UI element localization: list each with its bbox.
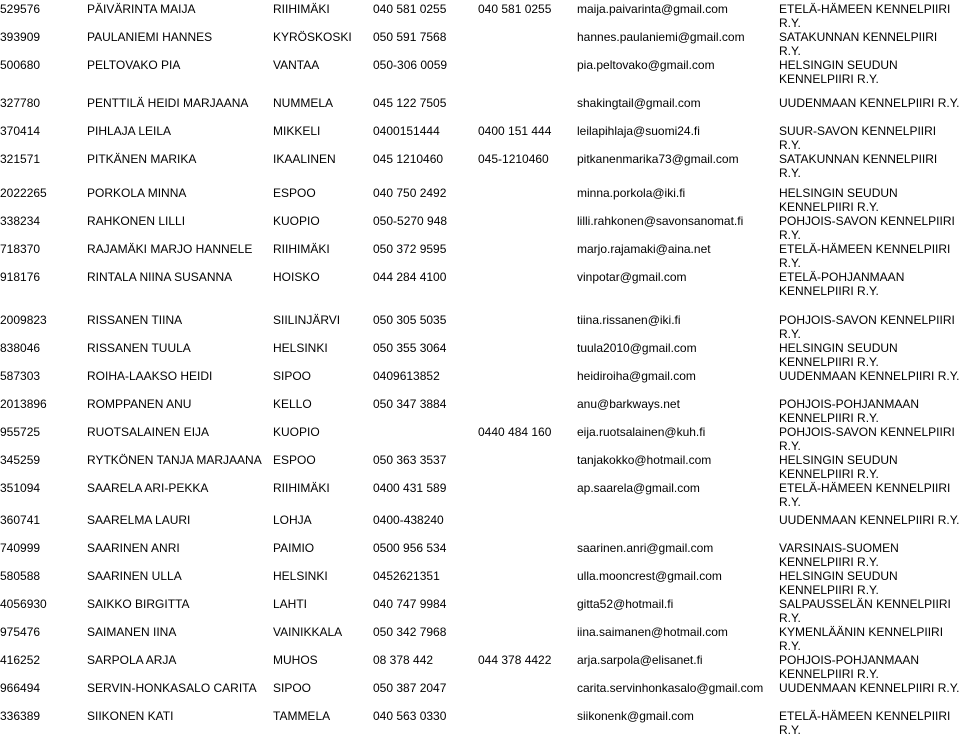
member-email: tiina.rissanen@iki.fi <box>577 313 681 327</box>
member-id: 529576 <box>0 2 41 16</box>
member-email: pia.peltovako@gmail.com <box>577 58 715 72</box>
member-city: RIIHIMÄKI <box>273 481 330 495</box>
member-id: 2013896 <box>0 397 47 411</box>
member-kennel-district: POHJOIS-POHJANMAAN KENNELPIIRI R.Y. <box>779 653 920 681</box>
member-name: SAARINEN ULLA <box>87 569 182 583</box>
member-kennel-district: POHJOIS-SAVON KENNELPIIRI R.Y. <box>779 214 955 242</box>
member-city: KELLO <box>273 397 312 411</box>
member-email: eija.ruotsalainen@kuh.fi <box>577 425 706 439</box>
member-phone: 040 563 0330 <box>373 709 447 723</box>
member-phone: 0500 956 534 <box>373 541 447 555</box>
member-name: PIHLAJA LEILA <box>87 124 172 138</box>
member-name: SAIKKO BIRGITTA <box>87 597 190 611</box>
member-name: RYTKÖNEN TANJA MARJAANA <box>87 453 262 467</box>
member-name: SAARELMA LAURI <box>87 513 191 527</box>
member-kennel-district: POHJOIS-SAVON KENNELPIIRI R.Y. <box>779 313 955 341</box>
member-name: SARPOLA ARJA <box>87 653 177 667</box>
member-phone: 0452621351 <box>373 569 440 583</box>
member-id: 345259 <box>0 453 41 467</box>
member-phone: 0400151444 <box>373 124 440 138</box>
member-phone: 050 355 3064 <box>373 341 447 355</box>
member-id: 975476 <box>0 625 41 639</box>
member-email: ap.saarela@gmail.com <box>577 481 700 495</box>
member-email: carita.servinhonkasalo@gmail.com <box>577 681 764 695</box>
member-kennel-district: ETELÄ-POHJANMAAN KENNELPIIRI R.Y. <box>779 270 905 298</box>
member-id: 336389 <box>0 709 41 723</box>
member-email: arja.sarpola@elisanet.fi <box>577 653 703 667</box>
member-kennel-district: HELSINGIN SEUDUN KENNELPIIRI R.Y. <box>779 569 898 597</box>
member-id: 393909 <box>0 30 41 44</box>
member-kennel-district: UUDENMAAN KENNELPIIRI R.Y. <box>779 681 960 695</box>
member-city: ESPOO <box>273 453 316 467</box>
member-phone: 050 342 7968 <box>373 625 447 639</box>
member-kennel-district: SATAKUNNAN KENNELPIIRI R.Y. <box>779 30 938 58</box>
member-city: MUHOS <box>273 653 318 667</box>
member-kennel-district: ETELÄ-HÄMEEN KENNELPIIRI R.Y. <box>779 2 951 30</box>
member-kennel-district: ETELÄ-HÄMEEN KENNELPIIRI R.Y. <box>779 481 951 509</box>
member-id: 500680 <box>0 58 41 72</box>
member-name: PÄIVÄRINTA MAIJA <box>87 2 196 16</box>
member-city: MIKKELI <box>273 124 321 138</box>
member-city: ESPOO <box>273 186 316 200</box>
member-phone-alt: 040 581 0255 <box>478 2 552 16</box>
member-phone: 050 591 7568 <box>373 30 447 44</box>
member-name: ROMPPANEN ANU <box>87 397 192 411</box>
member-city: PAIMIO <box>273 541 315 555</box>
member-id: 321571 <box>0 152 41 166</box>
member-phone: 08 378 442 <box>373 653 434 667</box>
member-email: maija.paivarinta@gmail.com <box>577 2 728 16</box>
member-id: 966494 <box>0 681 41 695</box>
member-email: gitta52@hotmail.fi <box>577 597 674 611</box>
member-id: 955725 <box>0 425 41 439</box>
member-email: iina.saimanen@hotmail.com <box>577 625 728 639</box>
member-city: LOHJA <box>273 513 312 527</box>
member-name: RAJAMÄKI MARJO HANNELE <box>87 242 253 256</box>
member-city: RIIHIMÄKI <box>273 2 330 16</box>
member-id: 416252 <box>0 653 41 667</box>
member-phone: 0400 431 589 <box>373 481 447 495</box>
member-id: 370414 <box>0 124 41 138</box>
member-phone: 044 284 4100 <box>373 270 447 284</box>
member-id: 2022265 <box>0 186 47 200</box>
member-id: 740999 <box>0 541 41 555</box>
member-name: SIIKONEN KATI <box>87 709 174 723</box>
member-kennel-district: ETELÄ-HÄMEEN KENNELPIIRI R.Y. <box>779 242 951 270</box>
member-phone-alt: 0440 484 160 <box>478 425 552 439</box>
member-kennel-district: ETELÄ-HÄMEEN KENNELPIIRI R.Y. <box>779 709 951 737</box>
member-kennel-district: UUDENMAAN KENNELPIIRI R.Y. <box>779 513 960 527</box>
member-kennel-district: SATAKUNNAN KENNELPIIRI R.Y. <box>779 152 938 180</box>
member-phone: 050 347 3884 <box>373 397 447 411</box>
member-email: heidiroiha@gmail.com <box>577 369 696 383</box>
member-phone: 0409613852 <box>373 369 440 383</box>
member-name: RUOTSALAINEN EIJA <box>87 425 210 439</box>
member-id: 580588 <box>0 569 41 583</box>
member-kennel-district: POHJOIS-POHJANMAAN KENNELPIIRI R.Y. <box>779 397 920 425</box>
member-email: saarinen.anri@gmail.com <box>577 541 714 555</box>
member-city: SIPOO <box>273 369 312 383</box>
member-city: HOISKO <box>273 270 320 284</box>
member-phone: 050-306 0059 <box>373 58 448 72</box>
member-kennel-district: SALPAUSSELÄN KENNELPIIRI R.Y. <box>779 597 951 625</box>
member-id: 718370 <box>0 242 41 256</box>
member-phone: 0400-438240 <box>373 513 444 527</box>
member-phone-alt: 0400 151 444 <box>478 124 552 138</box>
member-id: 327780 <box>0 96 41 110</box>
member-city: VAINIKKALA <box>273 625 343 639</box>
member-kennel-district: HELSINGIN SEUDUN KENNELPIIRI R.Y. <box>779 453 898 481</box>
member-email: vinpotar@gmail.com <box>577 270 687 284</box>
member-kennel-district: HELSINGIN SEUDUN KENNELPIIRI R.Y. <box>779 58 898 86</box>
member-phone-alt: 045-1210460 <box>478 152 549 166</box>
member-city: VANTAA <box>273 58 320 72</box>
member-phone: 045 122 7505 <box>373 96 447 110</box>
member-name: PAULANIEMI HANNES <box>87 30 213 44</box>
member-email: leilapihlaja@suomi24.fi <box>577 124 700 138</box>
member-city: HELSINKI <box>273 341 328 355</box>
member-email: minna.porkola@iki.fi <box>577 186 686 200</box>
member-id: 351094 <box>0 481 41 495</box>
member-email: anu@barkways.net <box>577 397 680 411</box>
member-phone: 050 305 5035 <box>373 313 447 327</box>
member-id: 360741 <box>0 513 41 527</box>
member-city: RIIHIMÄKI <box>273 242 330 256</box>
member-phone: 045 1210460 <box>373 152 444 166</box>
member-kennel-district: SUUR-SAVON KENNELPIIRI R.Y. <box>779 124 937 152</box>
member-name: PITKÄNEN MARIKA <box>87 152 197 166</box>
member-name: SAARINEN ANRI <box>87 541 180 555</box>
member-email: tuula2010@gmail.com <box>577 341 697 355</box>
member-name: RAHKONEN LILLI <box>87 214 186 228</box>
member-id: 918176 <box>0 270 41 284</box>
member-kennel-district: UUDENMAAN KENNELPIIRI R.Y. <box>779 96 960 110</box>
member-email: hannes.paulaniemi@gmail.com <box>577 30 745 44</box>
member-phone: 040 747 9984 <box>373 597 447 611</box>
member-city: KYRÖSKOSKI <box>273 30 352 44</box>
member-name: PENTTILÄ HEIDI MARJAANA <box>87 96 249 110</box>
member-email: ulla.mooncrest@gmail.com <box>577 569 722 583</box>
member-name: SAIMANEN IINA <box>87 625 177 639</box>
member-name: PELTOVAKO PIA <box>87 58 181 72</box>
member-kennel-district: KYMENLÄÄNIN KENNELPIIRI R.Y. <box>779 625 944 653</box>
member-city: SIILINJÄRVI <box>273 313 341 327</box>
member-name: RINTALA NIINA SUSANNA <box>87 270 233 284</box>
member-email: pitkanenmarika73@gmail.com <box>577 152 739 166</box>
member-email: siikonenk@gmail.com <box>577 709 694 723</box>
member-email: lilli.rahkonen@savonsanomat.fi <box>577 214 744 228</box>
member-kennel-district: HELSINGIN SEUDUN KENNELPIIRI R.Y. <box>779 186 898 214</box>
member-kennel-district: VARSINAIS-SUOMEN KENNELPIIRI R.Y. <box>779 541 899 569</box>
member-name: RISSANEN TIINA <box>87 313 183 327</box>
member-name: SERVIN-HONKASALO CARITA <box>87 681 257 695</box>
member-city: KUOPIO <box>273 214 320 228</box>
member-name: ROIHA-LAAKSO HEIDI <box>87 369 213 383</box>
member-id: 2009823 <box>0 313 47 327</box>
member-email: shakingtail@gmail.com <box>577 96 701 110</box>
member-phone-alt: 044 378 4422 <box>478 653 552 667</box>
member-name: PORKOLA MINNA <box>87 186 187 200</box>
member-city: SIPOO <box>273 681 312 695</box>
member-city: KUOPIO <box>273 425 320 439</box>
member-id: 587303 <box>0 369 41 383</box>
member-phone: 050-5270 948 <box>373 214 448 228</box>
member-phone: 050 387 2047 <box>373 681 447 695</box>
member-phone: 040 581 0255 <box>373 2 447 16</box>
member-id: 338234 <box>0 214 41 228</box>
member-city: HELSINKI <box>273 569 328 583</box>
member-city: NUMMELA <box>273 96 334 110</box>
member-city: IKAALINEN <box>273 152 336 166</box>
member-phone: 050 372 9595 <box>373 242 447 256</box>
member-name: RISSANEN TUULA <box>87 341 191 355</box>
member-email: tanjakokko@hotmail.com <box>577 453 712 467</box>
member-phone: 050 363 3537 <box>373 453 447 467</box>
member-kennel-district: HELSINGIN SEUDUN KENNELPIIRI R.Y. <box>779 341 898 369</box>
member-kennel-district: UUDENMAAN KENNELPIIRI R.Y. <box>779 369 960 383</box>
member-phone: 040 750 2492 <box>373 186 447 200</box>
member-city: LAHTI <box>273 597 308 611</box>
member-kennel-district: POHJOIS-SAVON KENNELPIIRI R.Y. <box>779 425 955 453</box>
member-email: marjo.rajamaki@aina.net <box>577 242 711 256</box>
member-name: SAARELA ARI-PEKKA <box>87 481 209 495</box>
member-city: TAMMELA <box>273 709 331 723</box>
member-id: 838046 <box>0 341 41 355</box>
member-id: 4056930 <box>0 597 47 611</box>
